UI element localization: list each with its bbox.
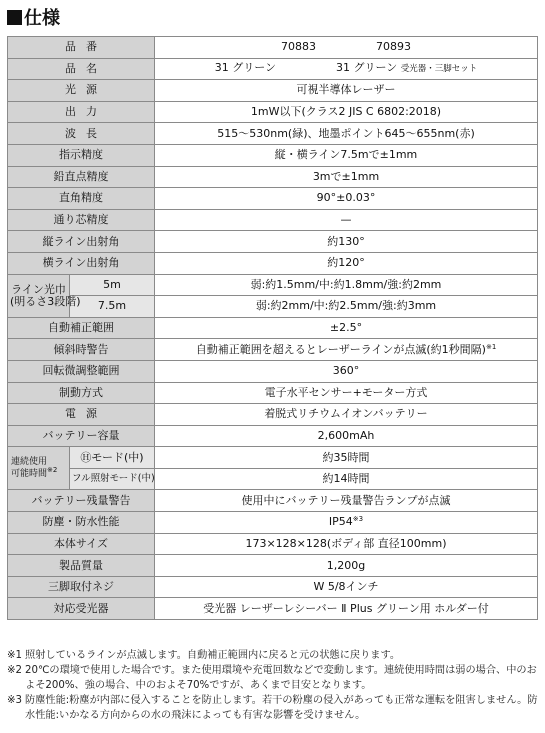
label-power: 電源 — [8, 404, 155, 426]
value-right-angle: 90°±0.03° — [155, 188, 538, 210]
row-battery-warning — [8, 490, 538, 512]
label-fine-rotation: 回転微調整範囲 — [8, 360, 155, 382]
row-product-name — [8, 58, 538, 80]
row-line-width-5m — [8, 274, 538, 296]
label-tripod-screw: 三脚取付ネジ — [8, 576, 155, 598]
label-plumb-accuracy: 鉛直点精度 — [8, 166, 155, 188]
row-through-core — [8, 209, 538, 231]
footnote-2-mark: ※2 — [7, 665, 23, 676]
footnote-3 — [7, 693, 542, 723]
note-mark-2: ※2 — [47, 466, 58, 475]
value-weight: 1,200g — [155, 555, 538, 577]
page-title — [7, 2, 60, 32]
label-wavelength: 波長 — [8, 123, 155, 145]
footnote-1-text: 照射しているラインが点滅します。自動補正範囲内に戻ると元の状態に戻ります。 — [25, 650, 401, 661]
value-product-name-2: 31 グリーン — [335, 61, 398, 75]
value-receiver: 受光器 レーザーレシーバー Ⅱ Plus グリーン用 ホルダー付 — [155, 598, 538, 620]
value-battery-warning: 使用中にバッテリー残量警告ランプが点滅 — [155, 490, 538, 512]
row-protection — [8, 512, 538, 534]
value-horizontal-fan: 約120° — [155, 252, 538, 274]
value-fine-rotation: 360° — [155, 360, 538, 382]
note-mark-3: ※3 — [352, 515, 364, 524]
row-runtime-h — [8, 447, 538, 469]
label-distance-75m: 7.5m — [70, 296, 155, 318]
row-horizontal-fan — [8, 252, 538, 274]
value-control: 電子水平センサー+モーター方式 — [155, 382, 538, 404]
value-indication-accuracy: 縦・横ライン7.5mで±1mm — [155, 144, 538, 166]
value-vertical-fan: 約130° — [155, 231, 538, 253]
value-model-no-2: 70893 — [376, 40, 411, 54]
value-plumb-accuracy: 3mで±1mm — [155, 166, 538, 188]
row-vertical-fan — [8, 231, 538, 253]
value-body-size: 173×128×128(ボディ部 直径100mm) — [155, 533, 538, 555]
spec-table — [7, 36, 538, 620]
value-model-no-1: 70883 — [281, 40, 316, 54]
value-tripod-screw: W 5/8インチ — [155, 576, 538, 598]
value-light-source: 可視半導体レーザー — [155, 80, 538, 102]
value-product-name-2-suffix: 受光器・三脚セット — [400, 64, 478, 75]
label-body-size: 本体サイズ — [8, 533, 155, 555]
label-indication-accuracy: 指示精度 — [8, 144, 155, 166]
row-weight — [8, 555, 538, 577]
label-horizontal-fan: 横ライン出射角 — [8, 252, 155, 274]
row-indication-accuracy — [8, 144, 538, 166]
label-runtime: 連続使用 可能時間$^{※2}$ — [8, 447, 70, 490]
row-model-no — [8, 37, 538, 59]
row-tripod-screw — [8, 576, 538, 598]
label-battery-warning: バッテリー残量警告 — [8, 490, 155, 512]
page-title-text: 仕様 — [24, 8, 60, 29]
label-line-width: ライン光巾 (明るさ3段階) — [8, 274, 70, 317]
label-battery: バッテリー容量 — [8, 425, 155, 447]
row-plumb-accuracy — [8, 166, 538, 188]
label-distance-5m: 5m — [70, 274, 155, 296]
row-line-width-75m — [8, 296, 538, 318]
footnote-1 — [7, 648, 542, 663]
footnote-2 — [7, 663, 542, 693]
value-power: 着脱式リチウムイオンバッテリー — [155, 404, 538, 426]
label-vertical-fan: 縦ライン出射角 — [8, 231, 155, 253]
label-protection: 防塵・防水性能 — [8, 512, 155, 534]
value-runtime-full: 約14時間 — [155, 468, 538, 490]
label-auto-leveling: 自動補正範囲 — [8, 317, 155, 339]
label-model-no: 品番 — [8, 37, 155, 59]
note-mark-1: ※1 — [485, 342, 497, 351]
label-output: 出力 — [8, 101, 155, 123]
row-auto-leveling — [8, 317, 538, 339]
label-light-source: 光源 — [8, 80, 155, 102]
title-square-icon — [7, 10, 22, 25]
value-line-width-5m: 弱:約1.5mm/中:約1.8mm/強:約2mm — [155, 274, 538, 296]
row-output — [8, 101, 538, 123]
value-through-core: — — [155, 209, 538, 231]
label-through-core: 通り芯精度 — [8, 209, 155, 231]
value-output: 1mW以下(クラス2 JIS C 6802:2018) — [155, 101, 538, 123]
row-right-angle — [8, 188, 538, 210]
footnote-3-mark: ※3 — [7, 695, 23, 706]
footnotes — [7, 648, 542, 723]
value-line-width-75m: 弱:約2mm/中:約2.5mm/強:約3mm — [155, 296, 538, 318]
row-receiver — [8, 598, 538, 620]
label-receiver: 対応受光器 — [8, 598, 155, 620]
row-fine-rotation — [8, 360, 538, 382]
label-mode-full: フル照射モード(中) — [70, 468, 155, 490]
value-battery: 2,600mAh — [155, 425, 538, 447]
row-power — [8, 404, 538, 426]
label-weight: 製品質量 — [8, 555, 155, 577]
label-control: 制動方式 — [8, 382, 155, 404]
value-product-name-1: 31 グリーン — [214, 61, 276, 75]
label-product-name: 品名 — [8, 58, 155, 80]
footnote-1-mark: ※1 — [7, 650, 23, 661]
row-body-size — [8, 533, 538, 555]
label-right-angle: 直角精度 — [8, 188, 155, 210]
value-runtime-h: 約35時間 — [155, 447, 538, 469]
row-battery — [8, 425, 538, 447]
value-tilt-warning: 自動補正範囲を超えるとレーザーラインが点滅(約1秒間隔) — [195, 342, 486, 356]
row-wavelength — [8, 123, 538, 145]
row-tilt-warning — [8, 339, 538, 361]
label-mode-h: Ⓗモード(中) — [70, 447, 155, 469]
row-light-source — [8, 80, 538, 102]
value-auto-leveling: ±2.5° — [155, 317, 538, 339]
row-runtime-full — [8, 468, 538, 490]
label-tilt-warning: 傾斜時警告 — [8, 339, 155, 361]
row-control — [8, 382, 538, 404]
footnote-2-text: 20℃の環境で使用した場合です。また使用環境や充電回数などで変動します。連続使用時間は弱の場合、中のおよそ200%、強の場合、中のおよそ70%ですが、あくまで目安となります。 — [25, 665, 537, 691]
value-protection: IP54 — [328, 515, 353, 529]
value-wavelength: 515〜530nm(緑)、地墨ポイント645〜655nm(赤) — [155, 123, 538, 145]
footnote-3-text: 防塵性能:粉塵が内部に侵入することを防止します。若干の粉塵の侵入があっても正常な運転を阻害しません。防水性能:いかなる方向からの水の飛沫によっても有害な影響を受けません。 — [25, 695, 538, 721]
